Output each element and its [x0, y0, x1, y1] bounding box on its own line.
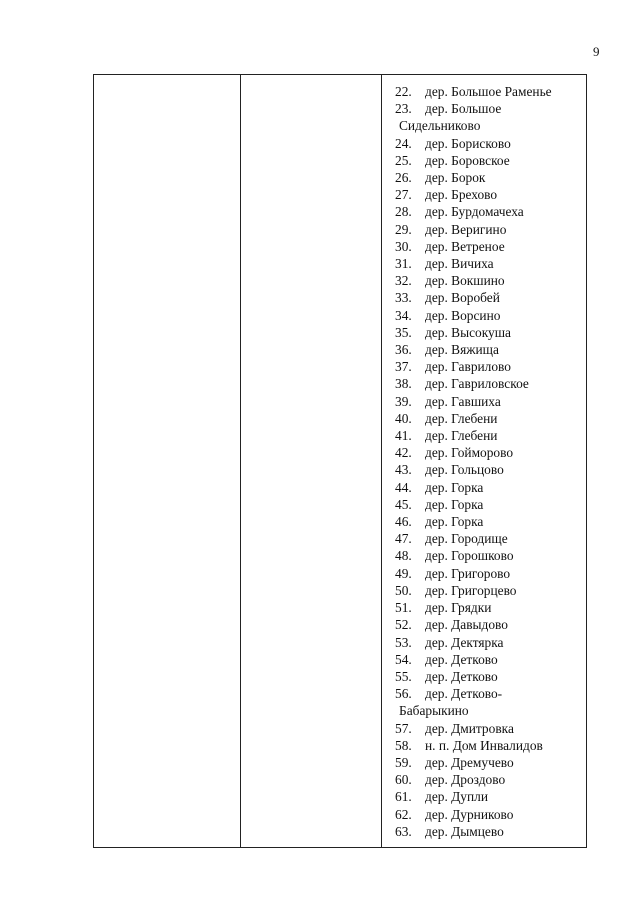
item-text: дер. Глебени	[425, 410, 498, 426]
list-item	[395, 771, 580, 788]
item-text: дер. Дымцево	[425, 823, 504, 839]
item-number: 54.	[395, 651, 412, 667]
item-number: 49.	[395, 565, 412, 581]
item-number: 46.	[395, 514, 412, 530]
item-text: дер. Вяжища	[425, 342, 499, 358]
item-text: дер. Дремучево	[425, 754, 514, 770]
item-text: дер. Ворсино	[425, 307, 501, 323]
item-number: 58.	[395, 737, 412, 753]
item-text: н. п. Дом Инвалидов	[425, 737, 543, 753]
item-number: 57.	[395, 720, 412, 736]
item-text: дер. Бурдомачеха	[425, 204, 524, 220]
list-item	[395, 513, 580, 530]
item-text: дер. Гаврилово	[425, 359, 511, 375]
list-item	[395, 668, 580, 685]
list-item	[395, 634, 580, 651]
item-text: дер. Детково	[425, 668, 498, 684]
item-text: дер. Дроздово	[425, 772, 506, 788]
item-text: дер. Брехово	[425, 187, 498, 203]
item-number: 36.	[395, 342, 412, 358]
item-number: 52.	[395, 617, 412, 633]
list-item	[395, 582, 580, 599]
item-number: 23.	[395, 101, 412, 117]
list-item	[395, 152, 580, 169]
list-item	[395, 238, 580, 255]
item-number: 53.	[395, 634, 412, 650]
item-number: 29.	[395, 221, 412, 237]
list-item	[395, 737, 580, 754]
item-number: 26.	[395, 170, 412, 186]
item-text-continuation: Сидельниково	[399, 118, 481, 134]
list-item	[395, 479, 580, 496]
item-number: 30.	[395, 238, 412, 254]
item-text: дер. Высокуша	[425, 324, 511, 340]
item-text: дер. Воробей	[425, 290, 500, 306]
list-item	[395, 100, 580, 134]
item-number: 34.	[395, 307, 412, 323]
list-item	[395, 754, 580, 771]
item-number: 32.	[395, 273, 412, 289]
list-item	[395, 530, 580, 547]
item-text: дер. Боровское	[425, 152, 510, 168]
item-number: 37.	[395, 359, 412, 375]
item-text: дер. Борисково	[425, 135, 511, 151]
item-text: дер. Дмитровка	[425, 720, 514, 736]
list-item	[395, 393, 580, 410]
list-item	[395, 599, 580, 616]
item-text: дер. Горка	[425, 479, 484, 495]
item-number: 27.	[395, 187, 412, 203]
item-text: дер. Грядки	[425, 600, 492, 616]
list-item	[395, 307, 580, 324]
item-text: дер. Гольцово	[425, 462, 504, 478]
item-number: 60.	[395, 772, 412, 788]
item-number: 40.	[395, 410, 412, 426]
item-text: дер. Горка	[425, 514, 484, 530]
item-text: дер. Борок	[425, 170, 486, 186]
item-text: дер. Дектярка	[425, 634, 504, 650]
list-item	[395, 496, 580, 513]
item-number: 24.	[395, 135, 412, 151]
item-number: 31.	[395, 256, 412, 272]
list-item	[395, 83, 580, 100]
settlement-list	[395, 83, 580, 840]
page-number: 9	[593, 44, 600, 59]
item-number: 42.	[395, 445, 412, 461]
column-divider	[240, 75, 241, 847]
item-text-continuation: Бабарыкино	[399, 703, 469, 719]
list-item	[395, 221, 580, 238]
item-number: 47.	[395, 531, 412, 547]
list-item	[395, 806, 580, 823]
list-item	[395, 547, 580, 564]
item-text: дер. Гойморово	[425, 445, 514, 461]
item-number: 33.	[395, 290, 412, 306]
item-number: 61.	[395, 789, 412, 805]
settlements-table	[93, 74, 587, 848]
list-item	[395, 788, 580, 805]
item-text: дер. Григорцево	[425, 582, 517, 598]
item-number: 63.	[395, 823, 412, 839]
item-text: дер. Дупли	[425, 789, 488, 805]
item-number: 44.	[395, 479, 412, 495]
list-item	[395, 272, 580, 289]
item-number: 22.	[395, 84, 412, 99]
item-text: дер. Детково	[425, 651, 498, 667]
item-text: дер. Веригино	[425, 221, 507, 237]
item-number: 56.	[395, 686, 412, 702]
list-item	[395, 203, 580, 220]
item-text: дер. Дурниково	[425, 806, 514, 822]
item-text: дер. Григорово	[425, 565, 511, 581]
list-item	[395, 427, 580, 444]
item-number: 50.	[395, 582, 412, 598]
item-text: дер. Горка	[425, 496, 484, 512]
list-item	[395, 461, 580, 478]
list-item	[395, 255, 580, 272]
item-number: 48.	[395, 548, 412, 564]
list-item	[395, 341, 580, 358]
list-item	[395, 651, 580, 668]
item-number: 38.	[395, 376, 412, 392]
item-text: дер. Гавриловское	[425, 376, 529, 392]
list-item	[395, 324, 580, 341]
item-number: 62.	[395, 806, 412, 822]
item-number: 41.	[395, 428, 412, 444]
item-number: 43.	[395, 462, 412, 478]
list-item	[395, 823, 580, 840]
list-item	[395, 565, 580, 582]
item-number: 28.	[395, 204, 412, 220]
list-item	[395, 289, 580, 306]
item-number: 59.	[395, 754, 412, 770]
list-item	[395, 685, 580, 719]
item-number: 25.	[395, 152, 412, 168]
list-item	[395, 616, 580, 633]
list-item	[395, 444, 580, 461]
list-item	[395, 135, 580, 152]
item-number: 51.	[395, 600, 412, 616]
item-text: дер. Большое	[425, 101, 502, 117]
list-item	[395, 358, 580, 375]
item-text: дер. Детково-	[425, 686, 503, 702]
item-text: дер. Глебени	[425, 428, 498, 444]
list-item	[395, 186, 580, 203]
item-number: 55.	[395, 668, 412, 684]
list-item	[395, 169, 580, 186]
item-text: дер. Городище	[425, 531, 508, 547]
item-text: дер. Вокшино	[425, 273, 505, 289]
item-number: 35.	[395, 324, 412, 340]
item-text: дер. Горошково	[425, 548, 514, 564]
item-text: дер. Давыдово	[425, 617, 508, 633]
item-number: 45.	[395, 496, 412, 512]
item-number: 39.	[395, 393, 412, 409]
list-item	[395, 720, 580, 737]
item-text: дер. Вичиха	[425, 256, 494, 272]
item-text: дер. Гавшиха	[425, 393, 501, 409]
list-item	[395, 410, 580, 427]
item-text: дер. Ветреное	[425, 238, 505, 254]
column-divider	[381, 75, 382, 847]
item-text: дер. Большое Раменье	[425, 84, 552, 99]
list-item	[395, 375, 580, 392]
